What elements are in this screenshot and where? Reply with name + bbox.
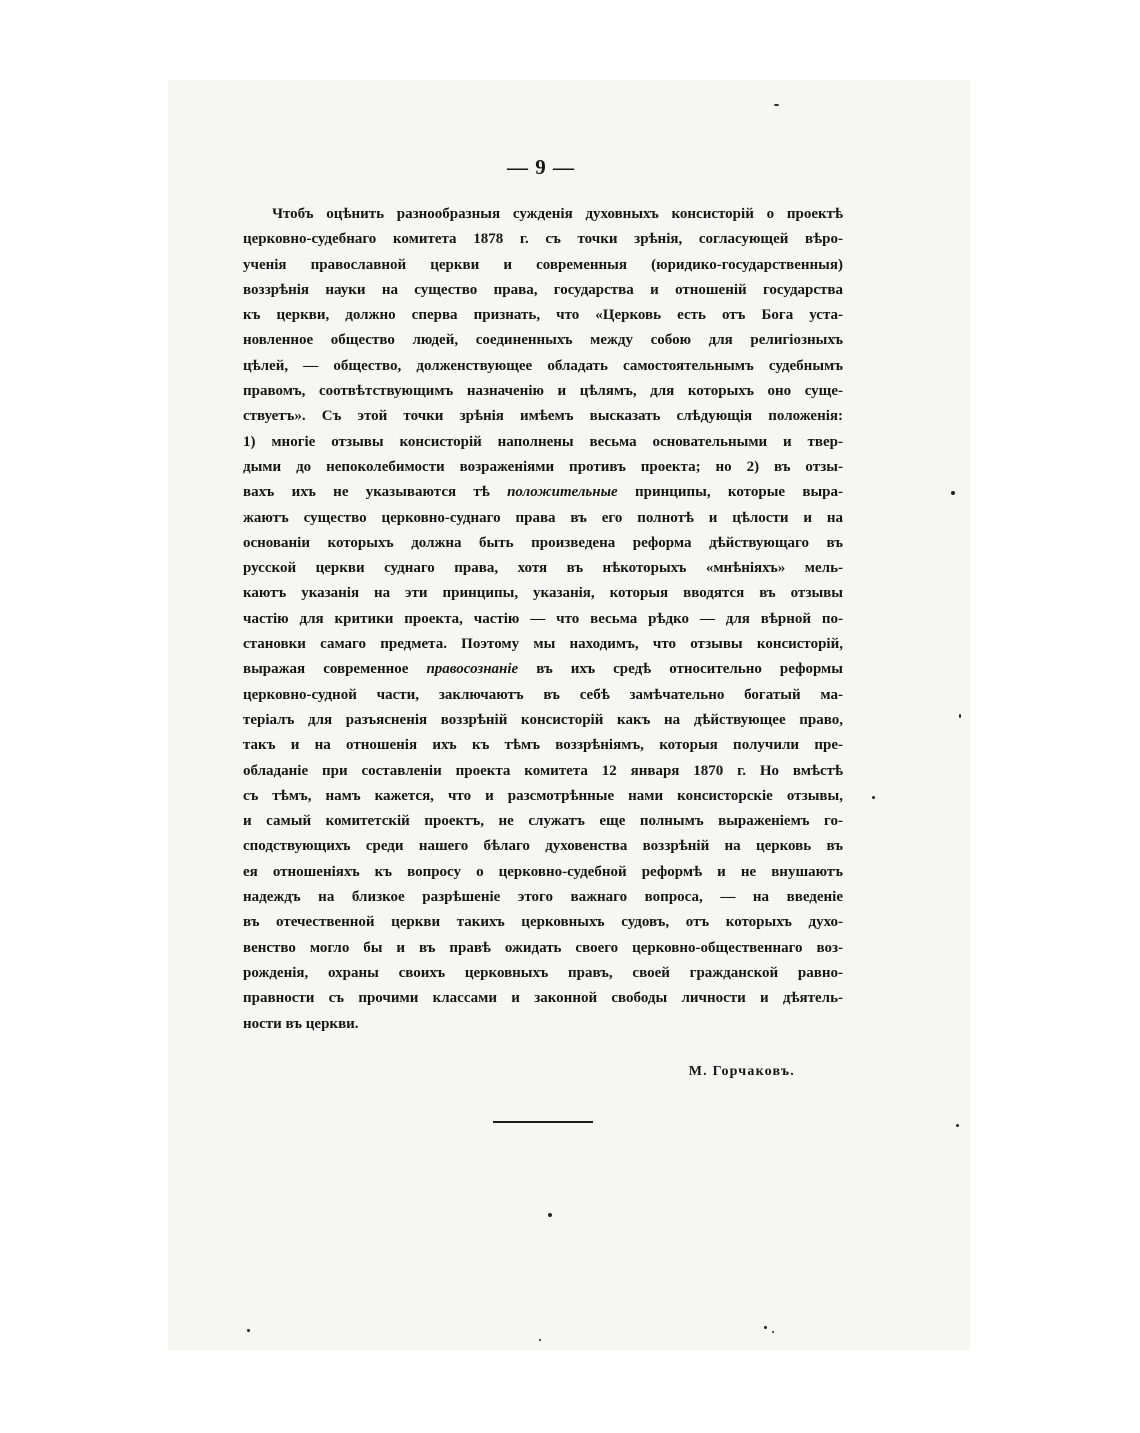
text-run: 1) многіе отзывы консисторій наполнены весьма основательными и твер-	[243, 433, 843, 450]
text-line	[243, 556, 843, 581]
text-run: основаніи которыхъ должна быть произведена реформа дѣйствующаго въ	[243, 534, 843, 551]
text-run: ученія православной церкви и современныя (юридико-государственныя)	[243, 256, 843, 273]
text-run: становки самаго предмета. Поэтому мы находимъ, что отзывы консисторій,	[243, 636, 843, 653]
text-line	[243, 657, 843, 682]
scan-speck	[774, 104, 779, 106]
emphasized-text: правосознаніе	[426, 661, 519, 678]
text-run: сподствующихъ среди нашего бѣлаго духовенства воззрѣній на церковь въ	[243, 838, 843, 855]
text-run: съ тѣмъ, намъ кажется, что и разсмотрѣнные нами консисторскіе отзывы,	[243, 787, 843, 804]
text-line	[243, 936, 843, 961]
text-line	[243, 227, 843, 252]
scan-speck	[539, 1339, 541, 1341]
text-run: въ отечественной церкви такихъ церковныхъ судовъ, отъ которыхъ духо-	[243, 914, 843, 931]
text-run: Чтобъ оцѣнить разнообразныя сужденія духовныхъ консисторій о проектѣ	[272, 206, 843, 222]
text-line	[243, 961, 843, 986]
closing-rule	[493, 1121, 593, 1123]
text-line	[243, 683, 843, 708]
text-line	[243, 834, 843, 859]
scan-speck	[772, 1331, 774, 1333]
text-line	[243, 303, 843, 328]
page-number: — 9 —	[507, 155, 575, 179]
text-line	[243, 784, 843, 809]
text-line	[243, 581, 843, 606]
author-signature: М. Горчаковъ.	[688, 1064, 795, 1079]
emphasized-text: положительные	[507, 484, 618, 501]
text-line	[243, 607, 843, 632]
text-line	[243, 708, 843, 733]
text-line	[243, 1012, 843, 1037]
text-line	[243, 430, 843, 455]
text-line	[243, 480, 843, 505]
text-line	[243, 328, 843, 353]
text-line	[243, 809, 843, 834]
text-line	[243, 632, 843, 657]
scan-speck	[951, 491, 955, 495]
text-run: вахъ ихъ не указываются тѣ	[243, 484, 508, 501]
scan-speck	[956, 1124, 959, 1127]
text-run: церковно-судебнаго комитета 1878 г. съ точки зрѣнія, согласующей вѣро-	[243, 231, 843, 248]
text-run: русской церкви суднаго права, хотя въ нѣкоторыхъ «мнѣніяхъ» мель-	[243, 560, 843, 577]
text-run: правомъ, соотвѣтствующимъ назначенію и цѣлямъ, для которыхъ оно суще-	[243, 383, 843, 400]
text-line	[243, 733, 843, 758]
scan-speck	[872, 796, 875, 799]
text-line	[243, 278, 843, 303]
text-run: и самый комитетскій проектъ, не служатъ еще полнымъ выраженіемъ го-	[243, 813, 843, 830]
text-run: дыми до непоколебимости возраженіями противъ проекта; но 2) въ отзы-	[243, 458, 843, 475]
text-line	[243, 506, 843, 531]
text-run: теріалъ для разъясненія воззрѣній консисторій какъ на дѣйствующее право,	[243, 711, 843, 728]
text-run: новленное общество людей, соединенныхъ между собою для религіозныхъ	[243, 332, 843, 349]
text-line	[243, 885, 843, 910]
text-run: правности съ прочими классами и законной свободы личности и дѣятель-	[243, 990, 843, 1007]
text-run: каютъ указанія на эти принципы, указанія, которыя вводятся въ отзывы	[243, 585, 843, 602]
text-run: обладаніе при составленіи проекта комитета 12 января 1870 г. Но вмѣстѣ	[243, 762, 843, 779]
text-run: жаютъ существо церковно-суднаго права въ его полнотѣ и цѣлости и на	[243, 509, 843, 526]
text-line	[243, 253, 843, 278]
text-run: ности въ церкви.	[243, 1015, 359, 1032]
body-paragraph	[243, 202, 843, 1037]
text-run: ствуетъ». Съ этой точки зрѣнія имѣемъ высказать слѣдующія положенія:	[243, 408, 843, 425]
text-line	[243, 860, 843, 885]
text-line	[243, 531, 843, 556]
scan-speck	[959, 714, 961, 718]
text-run: такъ и на отношенія ихъ къ тѣмъ воззрѣніямъ, которыя получили пре-	[243, 737, 843, 754]
text-run: въ ихъ средѣ относительно реформы	[518, 661, 843, 678]
text-run: цѣлей, — общество, долженствующее обладать самостоятельнымъ судебнымъ	[243, 357, 843, 374]
text-line	[243, 379, 843, 404]
scan-speck	[548, 1213, 552, 1217]
scan-speck	[247, 1329, 250, 1332]
text-run: частію для критики проекта, частію — что весьма рѣдко — для вѣрной по-	[243, 610, 843, 627]
text-run: воззрѣнія науки на существо права, государства и отношеній государства	[243, 281, 843, 298]
text-run: выражая современное	[243, 661, 427, 678]
text-run: надеждъ на близкое разрѣшеніе этого важнаго вопроса, — на введеніе	[243, 889, 843, 906]
text-line	[243, 202, 843, 227]
text-run: принципы, которые выра-	[617, 484, 843, 501]
text-run: къ церкви, должно сперва признать, что «Церковь есть отъ Бога уста-	[243, 307, 843, 324]
text-run: рожденія, охраны своихъ церковныхъ правъ, своей гражданской равно-	[243, 964, 843, 981]
text-line	[243, 986, 843, 1011]
text-line	[243, 404, 843, 429]
scan-speck	[764, 1326, 767, 1329]
text-line	[243, 455, 843, 480]
text-line	[243, 759, 843, 784]
text-line	[243, 354, 843, 379]
text-run: ея отношеніяхъ къ вопросу о церковно-судебной реформѣ и не внушаютъ	[243, 863, 843, 880]
text-line	[243, 910, 843, 935]
text-run: церковно-судной части, заключаютъ въ себѣ замѣчательно богатый ма-	[243, 686, 843, 703]
text-run: венство могло бы и въ правѣ ожидать своего церковно-общественнаго воз-	[243, 939, 843, 956]
